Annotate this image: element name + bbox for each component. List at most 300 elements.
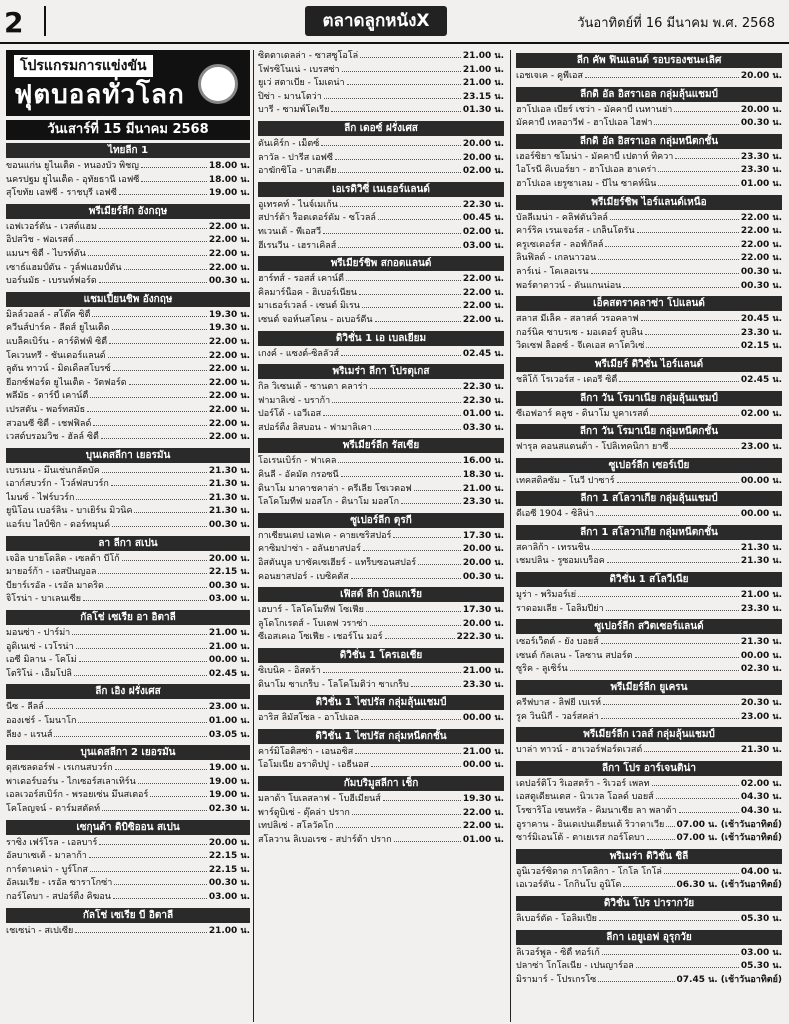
fixture-row [6,641,250,655]
dot-leader [46,701,207,709]
kickoff-time: 19.30 น. [462,793,504,804]
fixture-row [6,465,250,479]
fixture-teams: คินลี - อัคมัต กรอซนี่ [258,470,339,481]
dot-leader [108,350,207,358]
fixture-row [6,248,250,262]
kickoff-time: 21.30 น. [208,479,250,490]
league-header: พรีเมียร์ลีก ยูเครน [516,680,782,695]
fixture-row [258,604,504,618]
league-header: แชมเปี้ยนชิพ อังกฤษ [6,292,250,307]
fixture-row [516,589,782,603]
dot-leader [591,266,739,274]
fixture-row [6,478,250,492]
kickoff-time: 05.30 น. [740,913,782,924]
league-header: พรีเมียร์ลีก อังกฤษ [6,204,250,219]
kickoff-time: 02.00 น. [740,778,782,789]
fixture-teams: แบล็คเบิร์น - คาร์ดิฟฟ์ ซิตี้ [6,336,108,347]
kickoff-time: 04.00 น. [740,866,782,877]
football-icon [198,64,238,104]
fixture-teams: เทคสติลซัม - โนวี ปาซาร์ [516,475,615,486]
kickoff-time: 07.00 น. (เช้าวันอาทิตย์) [676,819,782,830]
dot-leader [92,309,206,317]
kickoff-time: 20.00 น. [208,553,250,564]
fixture-teams: ฮาโปเอล เบียร์ เชว่า - มัคคาบี้ เนทานย่า [516,104,673,115]
dot-leader [331,104,460,112]
kickoff-time: 20.45 น. [740,314,782,325]
fixture-teams: กาเซียนเตป เอฟเค - คายเซริสปอร์ [258,530,392,541]
fixture-row [516,70,782,84]
fixture-teams: พลีมัธ - ดาร์บี้ เคาน์ตี้ [6,391,89,402]
fixture-row [258,834,504,848]
dot-leader [371,759,461,767]
kickoff-time: 22.15 น. [208,864,250,875]
fixture-row [258,746,504,760]
dot-leader [598,252,739,260]
fixture-row [6,654,250,668]
dot-leader [598,974,674,982]
fixture-teams: สลาส มีเล็ค - สลาสค์ วรอคลาฟ [516,314,639,325]
fixture-row [258,395,504,409]
dot-leader [346,273,461,281]
kickoff-time: 18.00 น. [208,174,250,185]
dot-leader [102,803,207,811]
dot-leader [607,555,739,563]
fixture-row [258,793,504,807]
fixture-row [258,530,504,544]
fixture-teams: ดินาโม ซาเกร็บ - โลโคโมติว่า ซาเกร็บ [258,679,409,690]
fixture-teams: โอโมเนีย อราดิปปู - เอธีนอส [258,760,369,771]
fixture-row [6,322,250,336]
fixture-teams: เอฟเวอร์ตัน - เวสต์แฮม [6,221,97,232]
dot-leader [414,483,461,491]
kickoff-time: 01.00 น. [462,834,504,845]
fixture-teams: ลิเวอร์พูล - ซิตี้ ทอร์เก้ [516,947,600,958]
kickoff-time: 23.30 น. [740,603,782,614]
fixture-row [258,287,504,301]
league-header: กัมบริมูสลีกา เช็ก [258,776,504,791]
fixture-teams: โลโคโมทีฟ มอสโก - ดินาโม มอสโก [258,497,400,508]
league-header: ลีก เดอซ์ ฝรั่งเศส [258,121,504,136]
dot-leader [340,199,461,207]
dot-leader [141,174,207,182]
fixture-teams: กิล วิเซนเต้ - ซานตา คลาร่า [258,382,368,393]
fixture-teams: เอเวอร์ตัน - โกกินโบ อูนิโด [516,880,622,891]
fixture-teams: ดีเอซี 1904 - ซิลิน่า [516,509,594,520]
kickoff-time: 18.30 น. [462,470,504,481]
kickoff-time: 20.00 น. [462,544,504,555]
dot-leader [141,160,207,168]
dot-leader [411,679,461,687]
fixture-teams: พาเดอร์บอร์น - ไกเซอร์สเลาเทิร์น [6,776,136,787]
dot-leader [76,492,206,500]
dot-leader [393,530,460,538]
kickoff-time: 21.00 น. [208,641,250,652]
kickoff-time: 00.30 น. [740,280,782,291]
kickoff-time: 21.30 น. [740,542,782,553]
dot-leader [664,866,739,874]
kickoff-time: 21.00 น. [208,925,250,936]
fixture-teams: การ์ตาเคน่า - บูร์โกส [6,864,88,875]
kickoff-time: 19.30 น. [208,309,250,320]
fixture-teams: อาริส ลิมัสโซล - อาโปเอล [258,713,360,724]
dot-leader [112,519,207,527]
dot-leader [99,275,207,283]
fixture-teams: บอร์นมัธ - เบรนท์ฟอร์ด [6,276,97,287]
kickoff-time: 17.30 น. [462,605,504,616]
kickoff-time: 19.00 น. [208,776,250,787]
dot-leader [76,641,207,649]
fixture-row [6,377,250,391]
fixture-teams: วิดเซฟ ล็อดซ์ - จีเคเอส คาโตวิเซ่ [516,341,645,352]
league-header: ลีกา วัน โรมาเนีย กลุ่มหนีตกชั้น [516,424,782,439]
league-header: ลีกา โปร อาร์เจนติน่า [516,761,782,776]
fixture-teams: มิรามาร์ - โปรเกรโซ [516,974,597,985]
dot-leader [383,793,461,801]
kickoff-time: 22.00 น. [462,807,504,818]
fixture-row [516,508,782,522]
fixture-row [6,776,250,790]
fixture-teams: โรซาริโอ เซนทรัล - คิมนาเซีย ลา พลาต้า [516,806,677,816]
fixture-row [516,117,782,131]
kickoff-time: 02.00 น. [462,166,504,177]
fixture-row [258,483,504,497]
fixture-row [258,712,504,726]
dot-leader [341,348,461,356]
fixture-row [6,431,250,445]
dot-leader [636,960,739,968]
kickoff-time: 22.30 น. [462,382,504,393]
fixture-row [6,309,250,323]
fixture-row [516,947,782,961]
fixture-row [6,877,250,891]
league-header: ลีกดิ อัล อิสราเอล กลุ่มลุ้นแชมป์ [516,87,782,102]
kickoff-time: 22.00 น. [208,235,250,246]
kickoff-time: 17.30 น. [462,530,504,541]
dot-leader [101,431,207,439]
fixture-teams: ยี่อกซ์ฟอร์ด ยูไนเต็ด - วัตฟอร์ด [6,377,127,388]
league-header: ดิวิชั่น 1 โครเอเชีย [258,648,504,663]
fixture-teams: เทปลิเซ่ - สโลวัคโก [258,821,334,832]
dot-leader [658,164,739,172]
fixture-teams: โอเรนเบิร์ก - ฟาเคล [258,456,337,467]
dot-leader [599,913,739,921]
kickoff-time: 07.45 น. (เช้าวันอาทิตย์) [676,974,782,985]
fixture-teams: เอสตูเดียนเตส - นิวเวล โอลด์ บอยส์ [516,792,654,803]
kickoff-time: 00.00 น. [208,655,250,666]
kickoff-time: 03.00 น. [208,594,250,605]
fixture-row [6,580,250,594]
dot-leader [656,791,739,799]
fixture-row [258,300,504,314]
fixture-row [6,803,250,817]
dot-leader [342,64,461,72]
fixture-row [516,151,782,165]
kickoff-time: 22.30 น. [462,395,504,406]
fixture-row [6,668,250,682]
fixture-row [258,571,504,585]
fixture-teams: ปิซ่า - มานโตว่า [258,91,322,102]
league-header: ไทยลีก 1 [6,143,250,158]
dot-leader [674,104,739,112]
dot-leader [323,226,461,234]
fixture-row [6,221,250,235]
fixture-row [258,138,504,152]
fixture-row [258,240,504,254]
dot-leader [78,715,206,723]
kickoff-time: 23.30 น. [740,151,782,162]
dot-leader [74,668,207,676]
kickoff-time: 22.00 น. [740,226,782,237]
fixture-teams: ไอโรนี่ คิเบอร์ยา - ฮาโปเอล ฮาเดร่า [516,165,657,176]
dot-leader [370,381,461,389]
fixture-teams: เฮอร์ซิยา ซโมน่า - มัคคาบี้ เปตาห์ ทิควา [516,151,674,162]
fixture-row [258,314,504,328]
kickoff-time: 23.30 น. [740,165,782,176]
fixture-row [6,627,250,641]
kickoff-time: 21.00 น. [208,628,250,639]
dot-leader [88,248,207,256]
kickoff-time: 22.00 น. [740,239,782,250]
fixture-row [258,820,504,834]
fixture-row [258,381,504,395]
kickoff-time: 16.00 น. [462,456,504,467]
fixture-row [258,152,504,166]
match-date-bar: วันเสาร์ที่ 15 มีนาคม 2568 [6,120,250,140]
dot-leader [124,262,207,270]
kickoff-time: 00.30 น. [740,118,782,129]
fixture-row [516,266,782,280]
fixture-row [258,455,504,469]
column-1 [6,50,250,1022]
dot-leader [106,580,207,588]
fixture-teams: ราซิ่ง เฟร์โรล - เอลบาร์ [6,837,98,848]
fixture-row [258,807,504,821]
fixture-teams: เบรเมน - มึนเช่นกลัดบัค [6,465,100,476]
fixture-teams: ปลาซ่า โกโลเนีย - เปนญาร์อล [516,961,634,972]
dot-leader [610,212,739,220]
fixture-row [258,679,504,693]
dot-leader [79,654,207,662]
kickoff-time: 21.00 น. [740,590,782,601]
kickoff-time: 01.00 น. [740,178,782,189]
dot-leader [602,947,739,955]
fixture-teams: ดุสเซลดอร์ฟ - เรเกนสบวร์ก [6,763,113,774]
dot-leader [623,879,674,887]
league-header: ดิวิชั่น 1 ไซปรัส กลุ่มหนีตกชั้น [258,729,504,744]
fixture-teams: โคเวนทรี - ชันเดอร์แลนด์ [6,350,106,361]
dot-leader [102,465,207,473]
league-header: พรีเมียร์ ดิวิชั่น ไอร์แลนด์ [516,357,782,372]
league-header: ลา ลีกา สเปน [6,536,250,551]
dot-leader [335,152,461,160]
fixture-row [6,363,250,377]
fixture-row [6,891,250,905]
dot-leader [338,455,460,463]
fixture-teams: นครปฐม ยูไนเต็ด - อุทัยธานี เอฟซี [6,174,140,185]
league-header: พรีเมียร์ลีก เวลส์ กลุ่มลุ้นแชมป์ [516,727,782,742]
fixture-teams: ฮาร์ทส์ - รอสส์ เคาน์ตี้ [258,274,345,285]
dot-leader [119,187,207,195]
league-header: ดิวิชั่น 1 เอ เบลเยียม [258,331,504,346]
fixture-row [516,542,782,556]
kickoff-time: 00.00 น. [740,650,782,661]
dot-leader [138,776,207,784]
fixture-teams: คาร์มิโอติสซ่า - เอนอซิส [258,746,354,757]
kickoff-time: 19.00 น. [208,763,250,774]
dot-leader [375,314,461,322]
kickoff-time: 00.00 น. [740,509,782,520]
fixture-teams: อิสตันบูล บาซัคเซเฮียร์ - แทร็บซอนสปอร์ [258,558,417,569]
dot-leader [362,300,461,308]
fixture-teams: มอนซ่า - ปาร์ม่า [6,628,71,639]
dot-leader [338,240,461,248]
column-divider [510,50,511,1022]
dot-leader [324,91,461,99]
league-header: ลีกา วัน โรมาเนีย กลุ่มลุ้นแชมป์ [516,391,782,406]
kickoff-time: 02.30 น. [208,803,250,814]
dot-leader [338,165,460,173]
kickoff-time: 01.30 น. [462,105,504,116]
fixture-teams: นีซ - ลีลล์ [6,702,44,713]
kickoff-time: 00.30 น. [462,571,504,582]
fixture-row [6,762,250,776]
dot-leader [321,138,461,146]
fixture-teams: ยูเว่ สตาเบีย - โมเดน่า [258,78,345,89]
kickoff-time: 21.30 น. [740,637,782,648]
fixture-row [258,199,504,213]
fixture-teams: สโลวาน ลิเบอเรซ - สปาร์ต้า ปราก [258,834,392,845]
fixture-row [6,262,250,276]
fixture-row [516,866,782,880]
fixture-teams: ลิเบอร์ตัด - โอลิมเปีย [516,913,597,924]
kickoff-time: 07.00 น. (เช้าวันอาทิตย์) [676,833,782,844]
league-header: ลีก คัพ ฟินแลนด์ รอบรองชนะเลิศ [516,53,782,68]
dot-leader [336,820,461,828]
kickoff-time: 22.15 น. [208,567,250,578]
fixture-row [516,164,782,178]
dot-leader [355,746,461,754]
league-header: พริเมร่า ดิวิชั่น ชิลี [516,849,782,864]
fixture-row [516,744,782,758]
dot-leader [54,729,206,737]
fixture-teams: กอร์นิค ซาบรเซ - มอเตอร์ ลูบลิน [516,327,643,338]
kickoff-time: 22.00 น. [462,314,504,325]
fixture-teams: ครีฟบาส - ลิฟยี่ เบเรห์ [516,698,602,709]
fixture-row [258,50,504,64]
fixture-teams: ลาวัล - ปารีส เอฟซี [258,152,334,163]
fixture-teams: ซิตตาเดลล่า - ซาสซูโอโล่ [258,51,359,61]
fixture-row [516,636,782,650]
fixture-row [258,212,504,226]
dot-leader [129,377,207,385]
league-header: พริเมร่า ลีกา โปรตุเกส [258,364,504,379]
kickoff-time: 20.00 น. [208,837,250,848]
fixture-teams: อัลเมเรีย - เรอัล ซาราโกซ่า [6,878,113,889]
dot-leader [323,408,461,416]
fixture-row [516,555,782,569]
dot-leader [596,508,739,516]
fixture-teams: สปาร์ต้า ร็อตเตอร์ดัม - ซโวลล์ [258,213,376,224]
fixture-teams: เปรสตัน - พอร์ทสมัธ [6,404,86,415]
fixture-row [258,631,504,645]
dot-leader [109,336,207,344]
fixture-teams: ทเวนเต้ - พีเอสวี [258,226,322,237]
dot-leader [113,891,207,899]
fixture-teams: มูร่า - พริมอร์เย่ [516,590,577,601]
fixture-row [516,603,782,617]
kickoff-time: 20.00 น. [740,104,782,115]
fixture-teams: คาซิมปาซ่า - อลันยาสปอร์ [258,544,361,555]
dot-leader [378,212,461,220]
kickoff-time: 22.00 น. [208,377,250,388]
fixture-teams: โคโลญจน์ - ดาร์มสตัดท์ [6,803,101,814]
kickoff-time: 02.00 น. [740,408,782,419]
kickoff-time: 21.30 น. [740,745,782,756]
kickoff-time: 21.00 น. [462,483,504,494]
fixture-row [516,441,782,455]
kickoff-time: 22.00 น. [462,287,504,298]
fixture-row [258,226,504,240]
dot-leader [150,789,207,797]
fixture-teams: โตริโน่ - เอ็มโปลิ [6,668,72,679]
kickoff-time: 22.00 น. [208,248,250,259]
dot-leader [360,50,461,58]
fixture-teams: อองเช่ร์ - โมนาโก [6,716,77,726]
kickoff-time: 22.00 น. [208,432,250,443]
fixture-row [6,864,250,878]
fixture-teams: คอนยาสปอร์ - เบซิคตัส [258,571,349,582]
fixture-row [6,593,250,607]
league-header: เฟิสต์ ลีก บัลแกเรีย [258,587,504,602]
banner-subtitle: โปรแกรมการแข่งขัน [14,55,153,77]
fixture-teams: มลาด้า โบเลสลาฟ - โบฮีเมียนส์ [258,793,381,804]
dot-leader [619,374,739,382]
page-number: 2 [4,6,24,39]
fixture-row [516,374,782,388]
kickoff-time: 22.00 น. [208,391,250,402]
dot-leader [605,239,738,247]
kickoff-time: 20.00 น. [462,618,504,629]
fixture-teams: อูราคาน - อินเดเปนเดียนเต้ ริวาดาเวีย [516,819,665,830]
dot-leader [603,697,739,705]
fixture-row [516,178,782,192]
kickoff-time: 22.00 น. [208,262,250,273]
league-header: เอ็คสตราคลาซ่า โปแลนด์ [516,296,782,311]
fixture-teams: เชมปลิน - รูซอมเบร็อค [516,556,605,567]
dot-leader [89,850,207,858]
dot-leader [650,408,738,416]
fixture-row [258,618,504,632]
fixture-row [6,160,250,174]
dot-leader [617,475,739,483]
kickoff-time: 21.00 น. [462,78,504,89]
fixture-row [258,469,504,483]
fixture-teams: เฮบาร์ - โลโคโมทีฟ โซเฟีย [258,605,364,616]
kickoff-time: 03.05 น. [208,729,250,740]
kickoff-time: 23.00 น. [208,702,250,713]
kickoff-time: 21.30 น. [208,492,250,503]
kickoff-time: 22.30 น. [462,199,504,210]
fixture-row [6,234,250,248]
fixture-teams: เซนต์ จอห์นสโตน - อเบอร์ดีน [258,314,373,325]
fixture-teams: กอร์โดบา - สปอร์ติ้ง คิฆอน [6,891,111,902]
dot-leader [347,77,461,85]
kickoff-time: 22.00 น. [208,364,250,375]
kickoff-time: 00.30 น. [208,276,250,287]
kickoff-time: 22.00 น. [740,253,782,264]
issue-date: วันอาทิตย์ที่ 16 มีนาคม พ.ศ. 2568 [577,16,775,31]
dot-leader [641,313,739,321]
